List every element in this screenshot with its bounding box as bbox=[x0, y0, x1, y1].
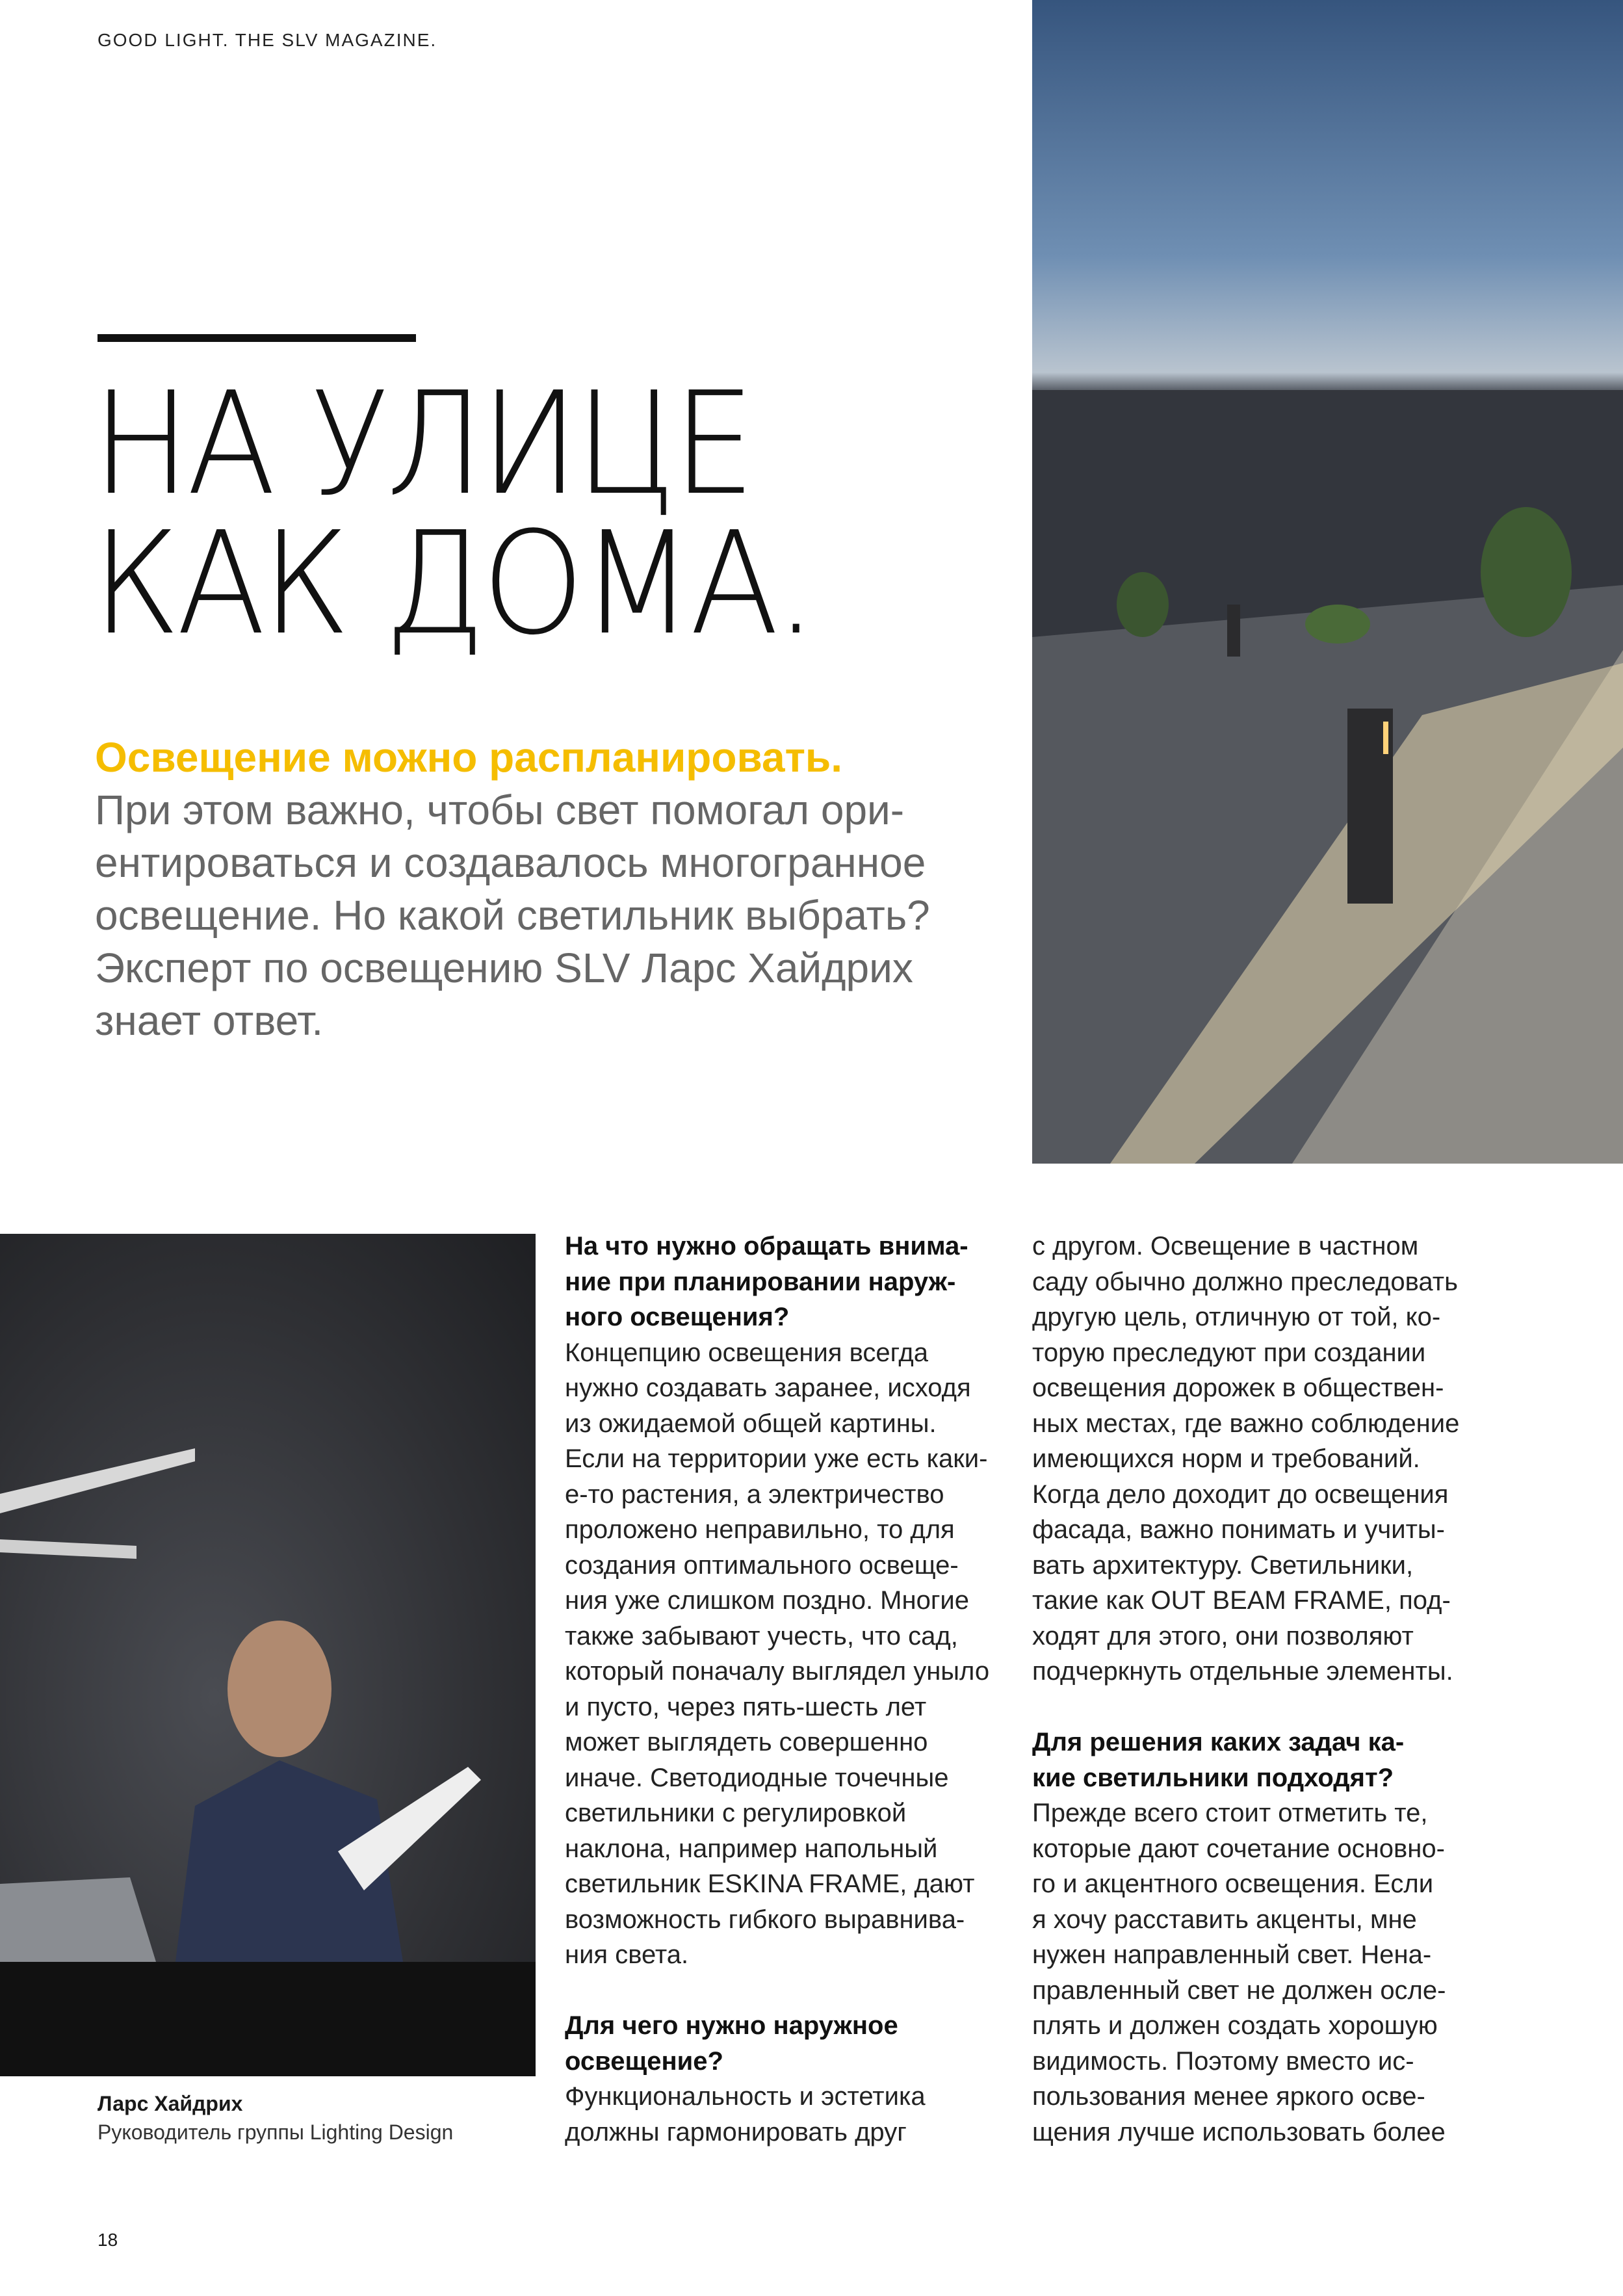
body-text-line: щения лучше использовать более bbox=[1032, 2117, 1446, 2146]
body-text-line: ных местах, где важно соблюдение bbox=[1032, 1409, 1460, 1438]
section-heading-line: ного освещения? bbox=[565, 1303, 790, 1331]
caption-role: Руководитель группы Lighting Design bbox=[97, 2120, 454, 2144]
body-text-line: должны гармонировать друг bbox=[565, 2117, 907, 2146]
lead-paragraph bbox=[95, 731, 1018, 1047]
body-text-line: Функциональность и эстетика bbox=[565, 2082, 926, 2111]
page-number: 18 bbox=[97, 2230, 118, 2250]
lead-text: При этом важно, чтобы свет помогал ориентироваться и создавалось многогранное освещение. Но какой светильник выбрать? Эксперт по освещению SLV Ларс Хайдрих знает ответ. bbox=[95, 787, 930, 1044]
section-heading-line: На что нужно обращать внима- bbox=[565, 1232, 968, 1260]
paragraph-gap bbox=[565, 1973, 989, 2009]
body-text-line: нужен направленный свет. Нена- bbox=[1032, 1940, 1432, 1969]
body-text-line: Прежде всего стоит отметить те, bbox=[1032, 1799, 1428, 1827]
body-text-line: Если на территории уже есть каки- bbox=[565, 1444, 988, 1473]
body-text-line: наклона, например напольный bbox=[565, 1834, 938, 1863]
body-text-line: и пусто, через пять-шесть лет bbox=[565, 1692, 927, 1721]
body-text-line: также забывают учесть, что сад, bbox=[565, 1621, 958, 1650]
section-heading-line: Для чего нужно наружное bbox=[565, 2011, 898, 2040]
body-text-line: Концепцию освещения всегда bbox=[565, 1338, 929, 1367]
body-text-line: пользования менее яркого осве- bbox=[1032, 2082, 1425, 2111]
body-text-line: ходят для этого, они позволяют bbox=[1032, 1621, 1414, 1650]
body-text-line: такие как OUT BEAM FRAME, под- bbox=[1032, 1586, 1451, 1615]
body-text-line: светильник ESKINA FRAME, дают bbox=[565, 1870, 975, 1898]
section-heading-line: ние при планировании наруж- bbox=[565, 1267, 956, 1296]
body-text-line: проложено неправильно, то для bbox=[565, 1515, 955, 1544]
caption-name: Ларс Хайдрих bbox=[97, 2092, 243, 2115]
magazine-header: GOOD LIGHT. THE SLV MAGAZINE. bbox=[97, 30, 437, 50]
body-text-line: фасада, важно понимать и учиты- bbox=[1032, 1515, 1445, 1544]
body-text-line: саду обычно должно преследовать bbox=[1032, 1267, 1458, 1296]
paragraph-gap bbox=[1032, 1689, 1459, 1725]
body-text-line: нужно создавать заранее, исходя bbox=[565, 1374, 971, 1402]
section-heading-line: Для решения каких задач ка- bbox=[1032, 1728, 1405, 1756]
portrait-photo bbox=[0, 1234, 536, 2076]
body-text-line: видимость. Поэтому вместо ис- bbox=[1032, 2046, 1414, 2076]
body-text-line: ния света. bbox=[565, 1940, 689, 1969]
body-text-line: е-то растения, а электричество bbox=[565, 1480, 944, 1509]
body-text-line: го и акцентного освещения. Если bbox=[1032, 1870, 1434, 1898]
body-text-line: плять и должен создать хорошую bbox=[1032, 2011, 1438, 2040]
garden-photo bbox=[1032, 0, 1623, 1164]
body-text-line: может выглядеть совершенно bbox=[565, 1728, 928, 1756]
article-column-2 bbox=[1032, 1229, 1459, 2150]
body-text-line: создания оптимального освеще- bbox=[565, 1550, 959, 1580]
lead-highlight: Освещение можно распланировать. bbox=[95, 734, 843, 781]
body-text-line: которые дают сочетание основно- bbox=[1032, 1834, 1445, 1863]
body-text-line: ния уже слишком поздно. Многие bbox=[565, 1586, 970, 1615]
body-text-line: иначе. Светодиодные точечные bbox=[565, 1763, 949, 1792]
section-heading-line: освещение? bbox=[565, 2046, 723, 2076]
body-text-line: другую цель, отличную от той, ко- bbox=[1032, 1303, 1441, 1331]
page-title-line-1: НА УЛИЦЕ bbox=[92, 362, 752, 527]
body-text-line: Когда дело доходит до освещения bbox=[1032, 1480, 1449, 1509]
body-text-line: я хочу расставить акценты, мне bbox=[1032, 1905, 1417, 1934]
body-text-line: подчеркнуть отдельные элементы. bbox=[1032, 1657, 1453, 1686]
body-text-line: правленный свет не должен осле- bbox=[1032, 1976, 1446, 2005]
body-text-line: с другом. Освещение в частном bbox=[1032, 1232, 1419, 1260]
body-text-line: вать архитектуру. Светильники, bbox=[1032, 1550, 1414, 1580]
body-text-line: из ожидаемой общей картины. bbox=[565, 1409, 937, 1438]
article-column-1 bbox=[565, 1229, 989, 2150]
body-text-line: имеющихся норм и требований. bbox=[1032, 1444, 1420, 1473]
page-title-line-2: КАК ДОМА. bbox=[92, 502, 814, 666]
body-text-line: освещения дорожек в обществен- bbox=[1032, 1374, 1444, 1402]
body-text-line: светильники с регулировкой bbox=[565, 1799, 907, 1827]
body-text-line: возможность гибкого выравнива- bbox=[565, 1905, 965, 1934]
section-heading-line: кие светильники подходят? bbox=[1032, 1763, 1394, 1792]
title-rule bbox=[97, 334, 416, 342]
body-text-line: который поначалу выглядел уныло bbox=[565, 1657, 990, 1686]
body-text-line: торую преследуют при создании bbox=[1032, 1338, 1426, 1367]
